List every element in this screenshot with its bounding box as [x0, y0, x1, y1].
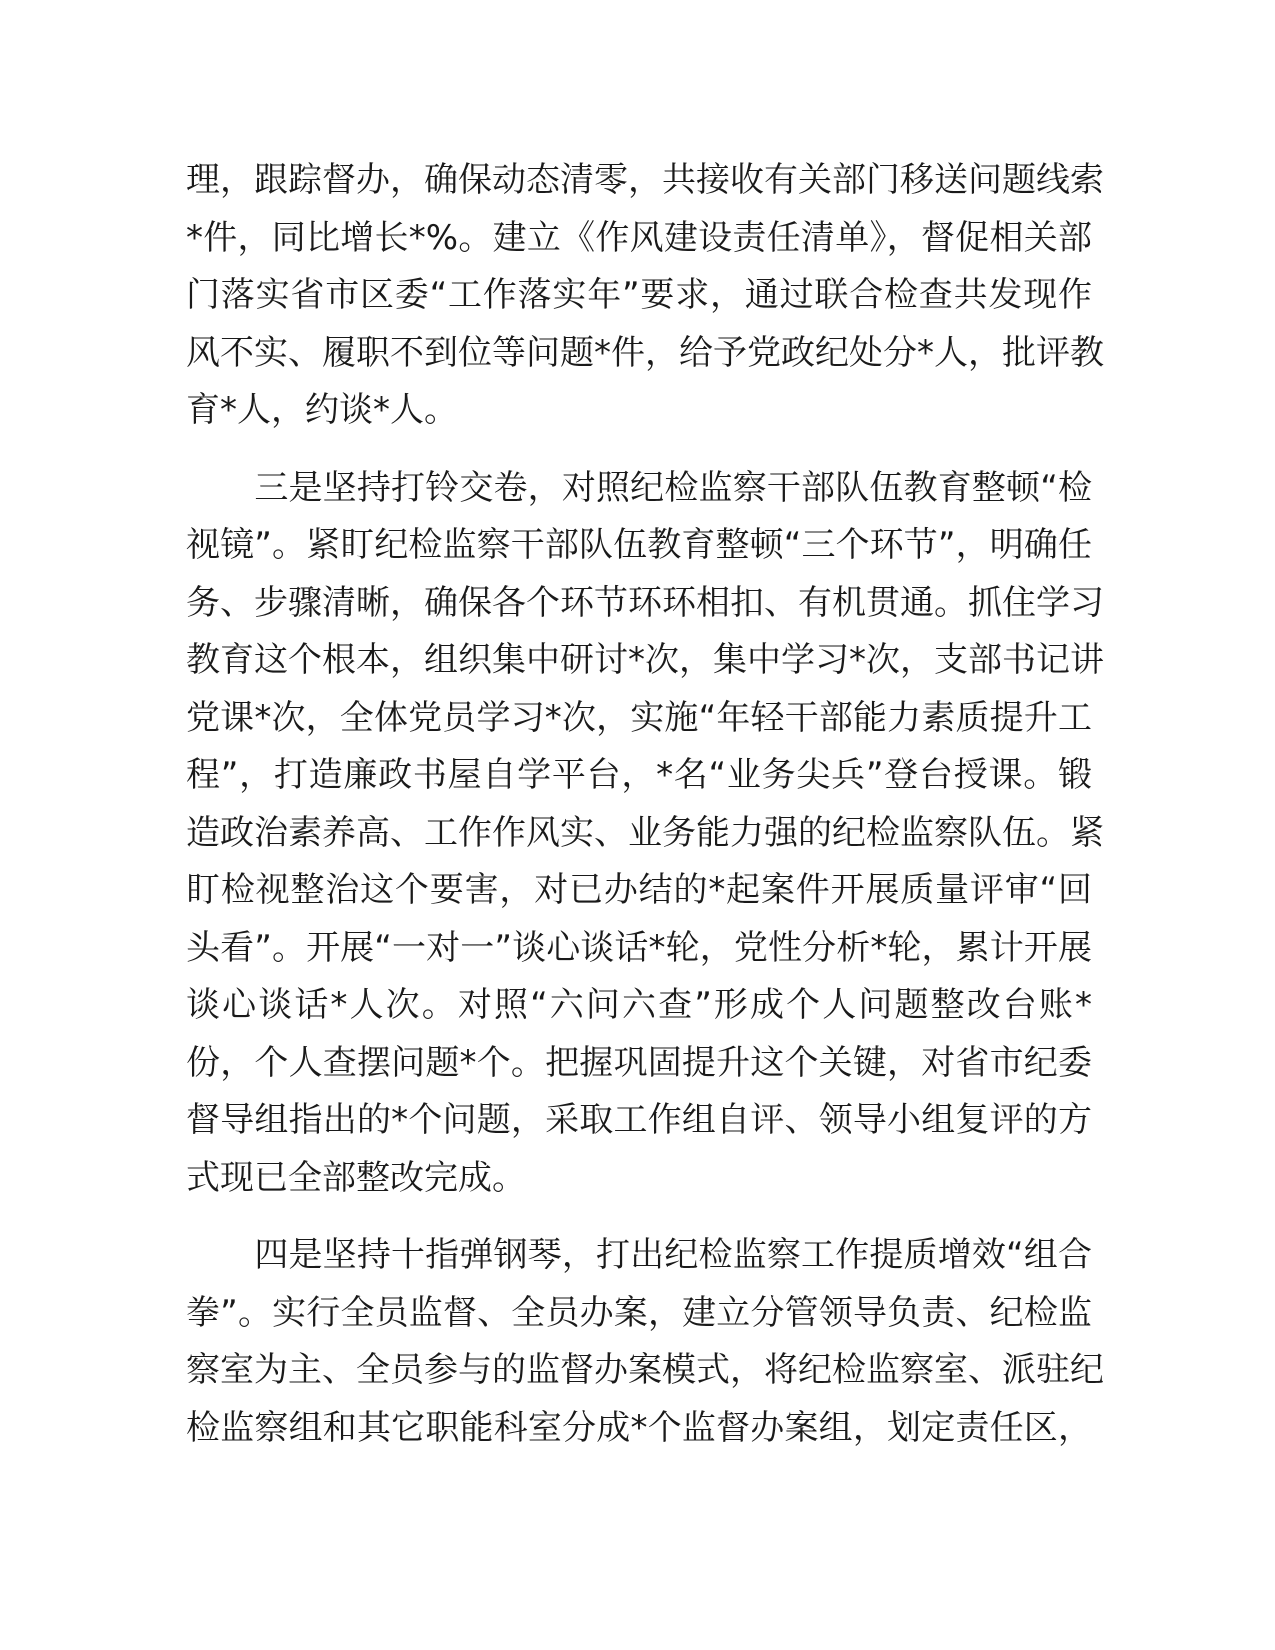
text-line: 拳”。实行全员监督、全员办案，建立分管领导负责、纪检监: [186, 1292, 1092, 1333]
text-line: 风不实、履职不到位等问题*件，给予党政纪处分*人，批评教: [186, 332, 1104, 373]
paragraph-gap: [186, 440, 1092, 460]
text-line: 督导组指出的*个问题，采取工作组自评、领导小组复评的方: [186, 1100, 1092, 1140]
text-line: 察室为主、全员参与的监督办案模式，将纪检监察室、派驻纪: [186, 1350, 1104, 1390]
text-line: *件，同比增长*%。建立《作风建设责任清单》，督促相关部: [186, 217, 1092, 258]
paragraph-continuation: [186, 152, 1104, 440]
paragraph-three: [186, 460, 1104, 1208]
document-body: [186, 152, 1104, 1457]
text-line: 理，跟踪督办，确保动态清零，共接收有关部门移送问题线索: [186, 160, 1104, 200]
paragraph-gap: [186, 1207, 1092, 1227]
text-line: 头看”。开展“一对一”谈心谈话*轮，党性分析*轮，累计开展: [186, 927, 1092, 968]
text-line: 造政治素养高、工作作风实、业务能力强的纪检监察队伍。紧: [186, 812, 1104, 853]
text-line: 三是坚持打铃交卷，对照纪检监察干部队伍教育整顿“检: [186, 467, 1092, 508]
text-line: 四是坚持十指弹钢琴，打出纪检监察工作提质增效“组合: [186, 1235, 1092, 1275]
text-line: 务、步骤清晰，确保各个环节环环相扣、有机贯通。抓住学习: [186, 582, 1104, 623]
text-line: 检监察组和其它职能科室分成*个监督办案组，划定责任区，: [186, 1407, 1092, 1448]
text-line: 门落实省市区委“工作落实年”要求，通过联合检查共发现作: [186, 275, 1092, 315]
paragraph-four: [186, 1227, 1104, 1457]
text-line: 谈心谈话*人次。对照“六问六查”形成个人问题整改台账*: [186, 985, 1092, 1025]
text-line: 教育这个根本，组织集中研讨*次，集中学习*次，支部书记讲: [186, 640, 1104, 680]
text-line: 盯检视整治这个要害，对已办结的*起案件开展质量评审“回: [186, 870, 1092, 910]
text-line: 份，个人查摆问题*个。把握巩固提升这个关键，对省市纪委: [186, 1042, 1092, 1083]
text-line: 式现已全部整改完成。: [186, 1157, 526, 1198]
text-line: 党课*次，全体党员学习*次，实施“年轻干部能力素质提升工: [186, 697, 1092, 738]
text-line: 育*人，约谈*人。: [186, 390, 458, 430]
text-line: 程”，打造廉政书屋自学平台，*名“业务尖兵”登台授课。锻: [186, 755, 1092, 795]
text-line: 视镜”。紧盯纪检监察干部队伍教育整顿“三个环节”，明确任: [186, 525, 1092, 565]
